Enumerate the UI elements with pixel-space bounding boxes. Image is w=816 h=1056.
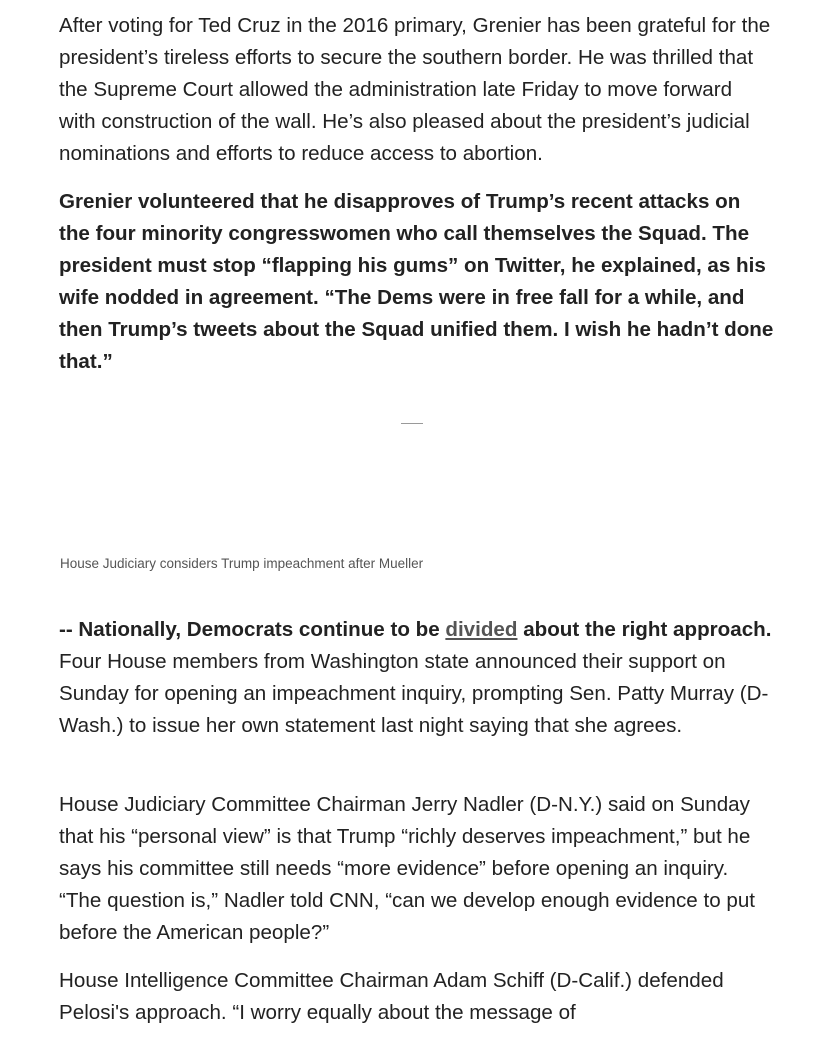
lead-tail-text: about the right approach. — [517, 618, 772, 641]
divided-link[interactable]: divided — [445, 618, 518, 641]
paragraph-nadler: House Judiciary Committee Chairman Jerry Nadler (D-N.Y.) said on Sunday that his “personal view” is that Trump “richly deserves impeachment,” but he says his committee still needs “more evidence” before opening an inquiry. “The question is,” Nadler told CNN, “can we develop enough evidence to put before the American people?” — [59, 793, 756, 944]
lead-text: -- Nationally, Democrats continue to be — [59, 618, 446, 641]
paragraph-grenier-voting: After voting for Ted Cruz in the 2016 primary, Grenier has been grateful for the president’s tireless efforts to secure the southern border. He was thrilled that the Supreme Court allowed the administration late Friday to move forward with construction of the wall. He’s also pleased about the president’s judicial nominations and efforts to reduce access to abortion. — [59, 14, 771, 165]
paragraph-democrats-divided — [59, 614, 774, 742]
paragraph-schiff: House Intelligence Committee Chairman Adam Schiff (D-Calif.) defended Pelosi's approach. “I worry equally about the message of — [59, 969, 724, 1024]
paragraph-grenier-quote: Grenier volunteered that he disapproves of Trump’s recent attacks on the four minority congresswomen who call themselves the Squad. The president must stop “flapping his gums” on Twitter, he explained, as his wife nodded in agreement. “The Dems were in free fall for a while, and then Trump’s tweets about the Squad unified them. I wish he hadn’t done that.” — [59, 190, 774, 373]
video-caption: House Judiciary considers Trump impeachment after Mueller — [60, 556, 424, 571]
paragraph-body-text: Four House members from Washington state announced their support on Sunday for opening an impeachment inquiry, prompting Sen. Patty Murray (D-Wash.) to issue her own statement last night saying that she agrees. — [59, 650, 769, 737]
section-divider — [401, 423, 423, 424]
